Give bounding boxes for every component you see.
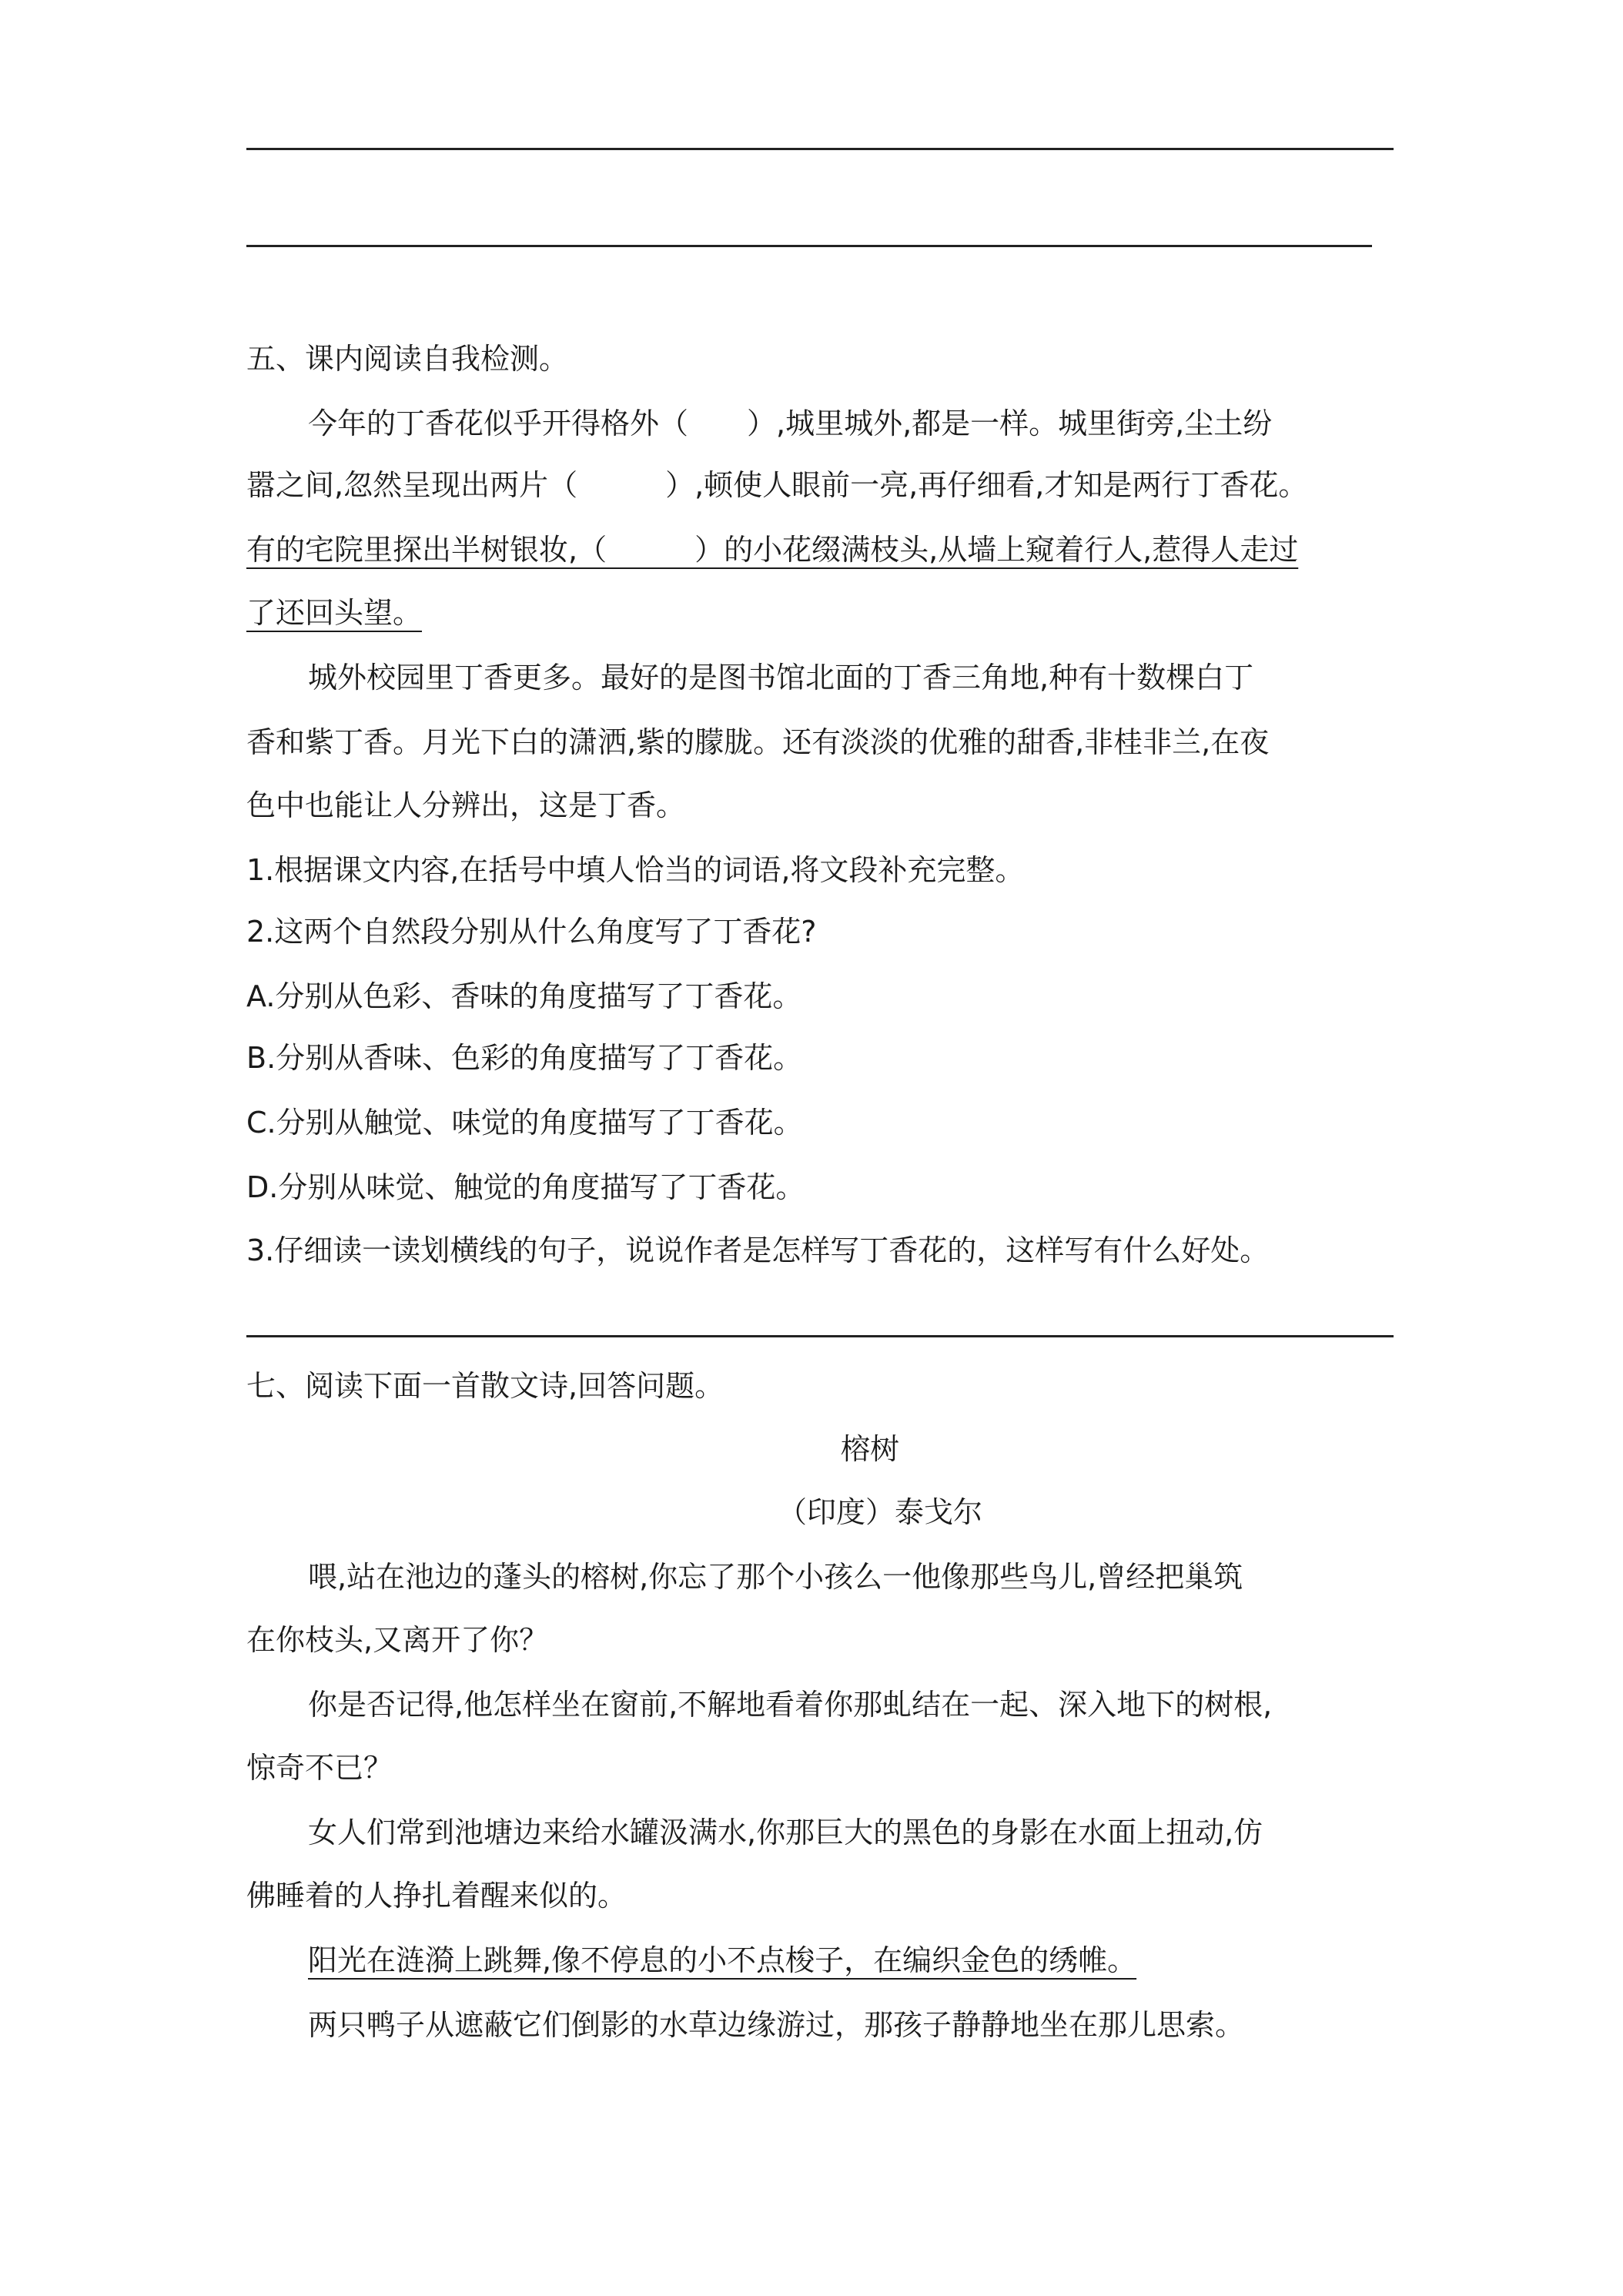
s7-p3-line1: 女人们常到池塘边来给水罐汲满水,你那巨大的黑色的身影在水面上扭动,仿 [308,1816,1263,1849]
s7-p4-underlined: 阳光在涟漪上跳舞,像不停息的小不点梭子，在编织金色的绣帷。 [308,1943,1137,1977]
option-b: B.分别从香味、色彩的角度描写了丁香花。 [246,1041,803,1075]
section7-heading: 七、阅读下面一首散文诗,回答问题。 [246,1369,724,1403]
answer-line-2 [246,245,1372,247]
option-a: A.分别从色彩、香味的角度描写了丁香花。 [246,979,802,1013]
answer-line-3 [246,1335,1394,1337]
s7-p1-line2: 在你枝头,又离开了你？ [246,1623,549,1657]
question-1: 1.根据课文内容,在括号中填人恰当的词语,将文段补充完整。 [246,853,1025,887]
s5-p1-line4-underlined: 了还回头望。 [246,596,423,630]
s7-p2-line1: 你是否记得,他怎样坐在窗前,不解地看着你那虬结在一起、深入地下的树根, [308,1688,1273,1722]
s7-p1-line1: 喂,站在池边的蓬头的榕树,你忘了那个小孩么一他像那些鸟儿,曾经把巢筑 [308,1560,1243,1594]
s5-p1-line1: 今年的丁香花似乎开得格外（ ）,城里城外,都是一样。城里街旁,尘土纷 [308,407,1273,440]
question-3: 3.仔细读一读划横线的句子，说说作者是怎样写丁香花的，这样写有什么好处。 [246,1233,1270,1267]
option-c: C.分别从触觉、味觉的角度描写了丁香花。 [246,1106,803,1140]
answer-line-1 [246,148,1394,150]
s5-p2-line2: 香和紫丁香。月光下白的潇洒,紫的朦胧。还有淡淡的优雅的甜香,非桂非兰,在夜 [246,725,1270,759]
s5-p2-line3: 色中也能让人分辨出，这是丁香。 [246,788,686,822]
question-2: 2.这两个自然段分别从什么角度写了丁香花? [246,915,817,949]
s7-p3-line2: 佛睡着的人挣扎着醒来似的。 [246,1879,627,1913]
s5-p1-line2: 嚣之间,忽然呈现出两片（ ）,顿使人眼前一亮,再仔细看,才知是两行丁香花。 [246,468,1308,502]
s5-p1-line3-underlined: 有的宅院里探出半树银妆,（ ）的小花缀满枝头,从墙上窥着行人,惹得人走过 [246,533,1299,567]
s7-p2-line2: 惊奇不已？ [246,1751,393,1785]
section5-heading: 五、课内阅读自我检测。 [246,342,569,376]
s7-p5: 两只鸭子从遮蔽它们倒影的水草边缘游过，那孩子静静地坐在那儿思索。 [308,2008,1245,2042]
poem-title: 榕树 [840,1432,899,1466]
poem-author: （印度）泰戈尔 [778,1495,983,1529]
option-d: D.分别从味觉、触觉的角度描写了丁香花。 [246,1170,805,1204]
s5-p2-line1: 城外校园里丁香更多。最好的是图书馆北面的丁香三角地,种有十数棵白丁 [308,661,1254,694]
